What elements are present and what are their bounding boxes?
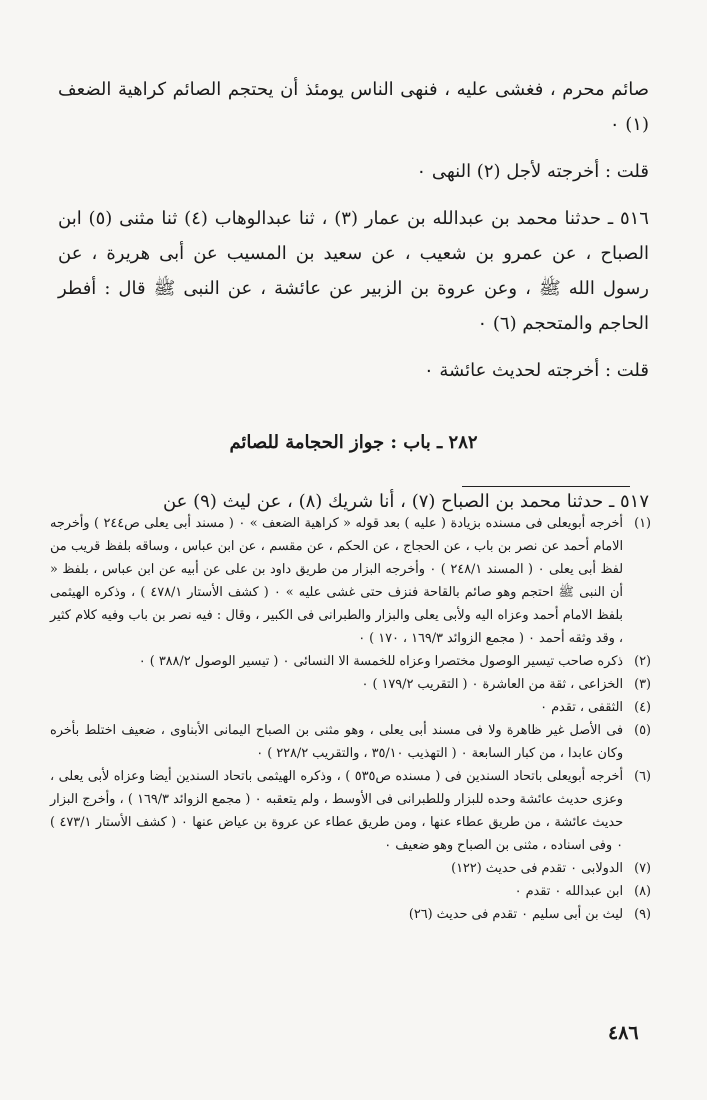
footnote-text: أخرجه أبويعلى باتحاد السندين فى ( مسنده ص٥٣٥ ) ، وذكره الهيثمى باتحاد السندين أيضا وعزاه لأبى يعلى ، وعزى حديث عائشة وحده للبزار وللطبرانى فى الأوسط ، ولم يتعقبه ٠ ( مجمع الزوائد ١٦٩/٣ ) ، وأخرج البزار حديث عائشة ، من طريق عطاء عنها ، ومن طريق عطاء عن عروة بن عياض عنها ٠ ( كشف الأستار ٤٧٣/١ ) ٠ وفى اسناده ، مثنى بن الصباح وهو ضعيف ٠	[50, 769, 624, 853]
footnote-7	[50, 857, 651, 880]
footnote-text: الدولابى ٠ تقدم فى حديث (١٢٢)	[451, 861, 623, 876]
text-line-4: قلت : أخرجته لحديث عائشة ٠	[423, 360, 649, 381]
footnote-number: (٣)	[634, 677, 651, 692]
chapter-heading: ٢٨٢ ـ باب : جواز الحجامة للصائم	[229, 432, 478, 453]
main-text	[58, 72, 649, 531]
footnote-number: (١)	[634, 516, 651, 531]
footnote-6	[50, 765, 651, 857]
footnote-text: ذكره صاحب تيسير الوصول مختصرا وعزاه للخمسة الا النسائى ٠ ( تيسير الوصول ٣٨٨/٢ ) ٠	[138, 654, 623, 669]
text-line-1: صائم محرم ، فغشى عليه ، فنهى الناس يومئذ أن يحتجم الصائم كراهية الضعف (١) ٠	[58, 79, 649, 135]
footnote-5	[50, 719, 651, 765]
text-line-2: قلت : أخرجته لأجل (٢) النهى ٠	[416, 161, 649, 182]
footnote-9	[50, 903, 651, 926]
footnote-text: ابن عبدالله ٠ تقدم ٠	[514, 884, 623, 899]
footnote-text: فى الأصل غير ظاهرة ولا فى مسند أبى يعلى ، وهو مثنى بن الصباح اليمانى الأبناوى ، ضعيف اختلط بأخره وكان عابدا ، من كبار السابعة ٠ ( التهذيب ٣٥/١٠ ، والتقريب ٢٢٨/٢ ) ٠	[50, 723, 623, 761]
footnote-divider	[462, 486, 630, 487]
footnote-number: (٦)	[634, 769, 651, 784]
footnote-text: ليث بن أبى سليم ٠ تقدم فى حديث (٢٦)	[408, 907, 623, 922]
footnote-3	[50, 673, 651, 696]
footnote-number: (٢)	[634, 654, 651, 669]
footnote-4	[50, 696, 651, 719]
footnote-number: (٤)	[634, 700, 651, 715]
footnote-1	[50, 512, 651, 650]
footnote-number: (٨)	[634, 884, 651, 899]
footnote-number: (٩)	[634, 907, 651, 922]
hadith-516: ٥١٦ ـ حدثنا محمد بن عبدالله بن عمار (٣) ، ثنا عبدالوهاب (٤) ثنا مثنى (٥) ابن الصباح ، عن عمرو بن شعيب ، عن سعيد بن المسيب عن أبى هريرة ، عن رسول الله ﷺ ، وعن عروة بن الزبير عن عائشة ، عن النبى ﷺ قال : أفطر الحاجم والمتحجم (٦) ٠	[58, 208, 649, 334]
footnote-2	[50, 650, 651, 673]
footnote-text: أخرجه أبويعلى فى مسنده بزيادة ( عليه ) بعد قوله « كراهية الضعف » ٠ ( مسند أبى يعلى ص٢٤٤ ) وأخرجه الامام أحمد عن نصر بن باب ، عن الحجاج ، عن الحكم ، عن مقسم ، عن ابن عباس ، وساقه بلفظ قريب من لفظ أبى يعلى ٠ ( المسند ٢٤٨/١ ) ٠ وأخرجه البزار من طريق داود بن على عن أبيه عن ابن عباس ، بلفظ « أن النبى ﷺ احتجم وهو صائم بالقاحة فنزف حتى غشى عليه » ٠ ( كشف الأستار ٤٧٨/١ ) ، وذكره الهيثمى بلفظ الامام أحمد وعزاه اليه ولأبى يعلى والبزار والطبرانى فى الكبير ، وقال : فيه نصر بن باب وفيه كلام كثير ، وقد وثقه أحمد ٠ ( مجمع الزوائد ١٦٩/٣ ، ١٧٠ ) ٠	[50, 516, 623, 646]
footnote-text: الخزاعى ، ثقة من العاشرة ٠ ( التقريب ١٧٩/٢ ) ٠	[361, 677, 623, 692]
footnote-number: (٧)	[634, 861, 651, 876]
hadith-517: ٥١٧ ـ حدثنا محمد بن الصباح (٧) ، أنا شريك (٨) ، عن ليث (٩) عن	[162, 491, 649, 512]
page-number: ٤٨٦	[608, 1022, 639, 1044]
footnote-text: الثقفى ، تقدم ٠	[540, 700, 623, 715]
footnote-number: (٥)	[634, 723, 651, 738]
footnotes	[50, 512, 651, 926]
footnote-8	[50, 880, 651, 903]
